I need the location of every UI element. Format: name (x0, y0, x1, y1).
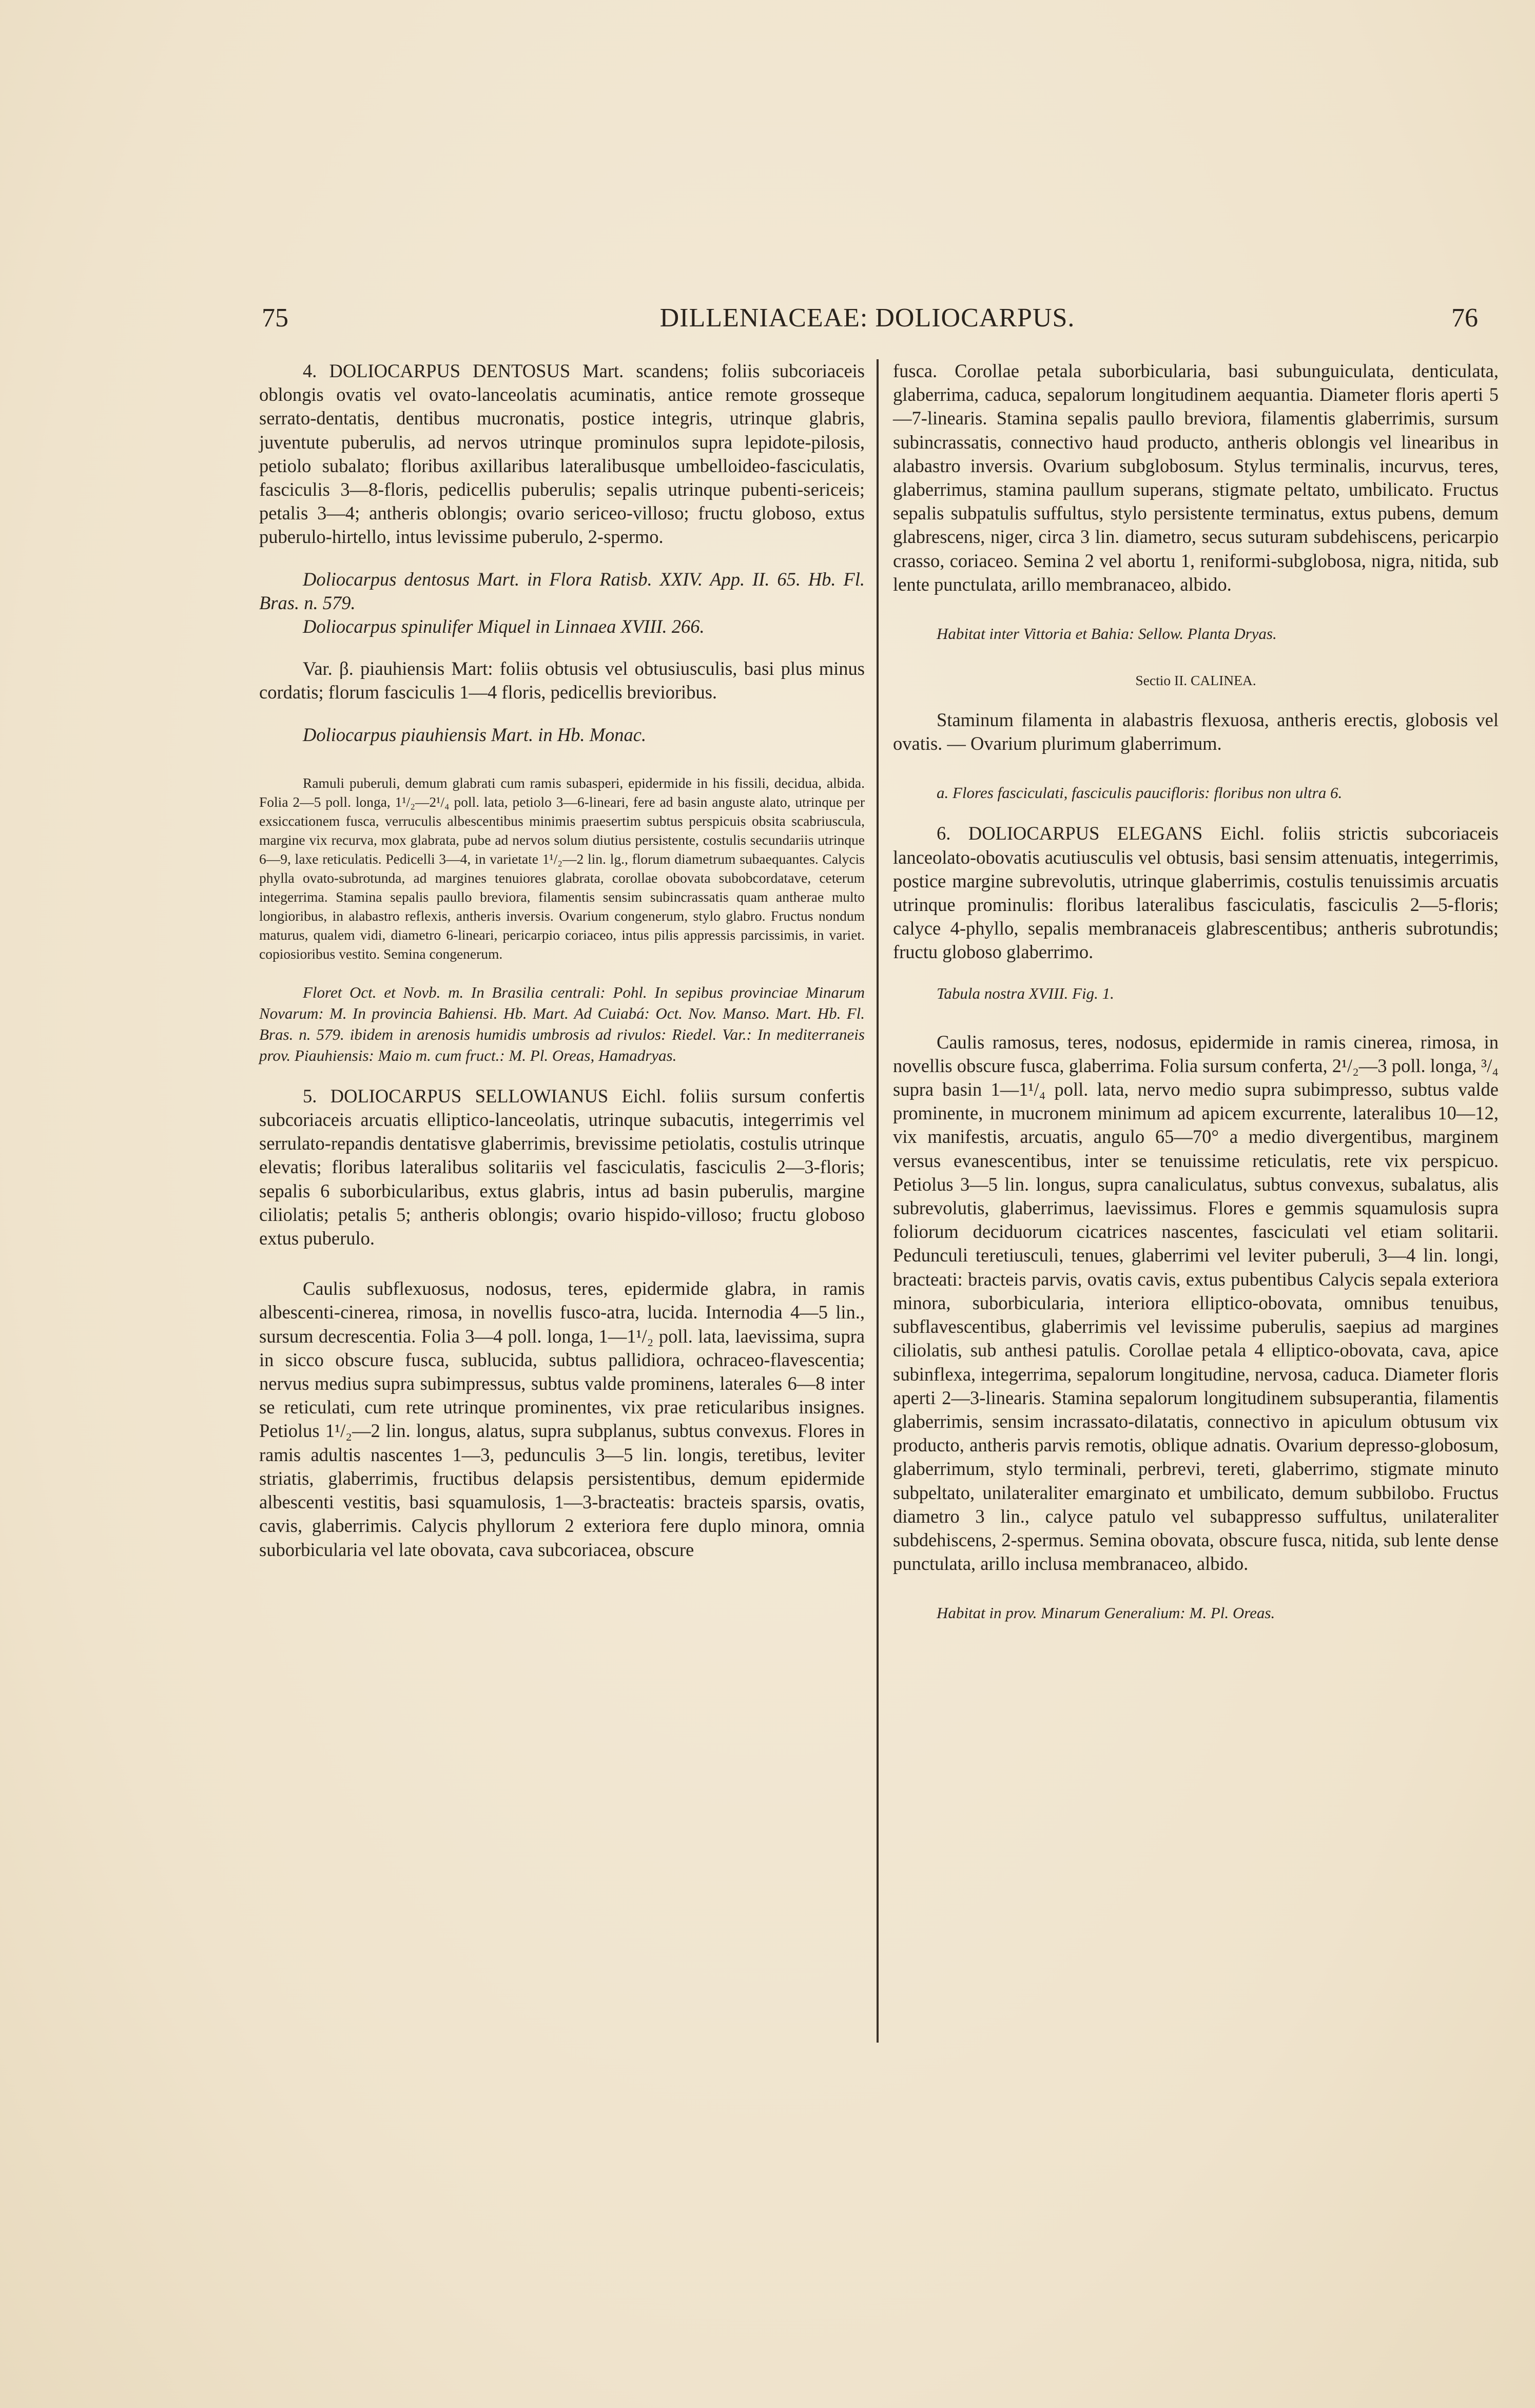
species-5-description: Caulis subflexuosus, nodosus, teres, epidermide glabra, in ramis albescenti-cinerea, rimosa, in novellis fusco-atra, lucida. Internodia 4—5 lin., sursum decrescentia. Folia 3—4 poll. longa, 1—1¹/₂ poll. lata, laevissima, supra in sicco obscure fusca, sublucida, subtus pallidiora, ochraceo-flavescentia; nervus medius supra subimpressus, subtus valde prominens, laterales 6—8 inter se reticulati, cum rete utrinque prominentes, vix prae reticularibus insignes. Petiolus 1¹/₂—2 lin. longus, alatus, supra subplanus, subtus convexus. Flores in ramis adultis nascentes 1—3, pedunculis 3—5 lin. longis, teretibus, leviter striatis, glaberrimis, fructibus delapsis persistentibus, demum epidermide albescenti vestitis, basi squamulosis, 1—3-bracteatis: bracteis sparsis, ovatis, cavis, glaberrimis. Calycis phyllorum 2 exteriora fere duplo minora, omnia suborbicularia vel late obovata, cava subcoriacea, obscure (259, 1278, 865, 1560)
species-6-habitat: Habitat in prov. Minarum Generalium: M. Pl. Oreas. (937, 1604, 1275, 1622)
species-6-description: Caulis ramosus, teres, nodosus, epidermide in ramis cinerea, rimosa, in novellis obscure fusca, glaberrima. Folia sursum conferta, 2¹/₂—3 poll. longa, ³/₄ supra basin 1—1¹/₄ poll. lata, nervo medio supra subimpresso, subtus valde prominente, in mucronem minimum ad apicem excurrente, lateralibus 10—12, vix manifestis, arcuatis, angulo 65—70° a medio divergentibus, marginem versus evanescentibus, inter se tenuissime reticulatis, rete vix perspicuo. Petiolus 3—5 lin. longus, supra canaliculatus, subtus convexus, subalatus, alis subrevolutis, glaberrimus, laevissimus. Flores e gemmis squamulosis supra foliorum deciduorum cicatrices nascentes, fasciculati vel etiam solitarii. Pedunculi teretiusculi, tenues, glaberrimi vel leviter puberuli, 3—4 lin. longi, bracteati: bracteis parvis, ovatis cavis, extus pubentibus Calycis sepala exteriora minora, suborbicularia, interiora elliptico-obovata, omnibus tenuibus, subflavescentibus, glaberrimis vel levissime puberulis, saepius ad margines ciliolatis, sub anthesi patulis. Corollae petala 4 elliptico-obovata, cava, apice subinflexa, integerrima, sepalorum longitudine, nervosa, caduca. Diameter floris aperti 2—3-linearis. Stamina sepalorum longitudinem subsuperantia, filamentis glaberrimis, sensim incrassato-dilatatis, connectivo in apiculum obtusum vix producto, antheris parvis remotis, oblique adnatis. Ovarium depresso-globosum, glaberrimum, stylo terminali, perbrevi, tereti, glaberrimo, stigmate minuto subpeltato, unilateraliter emarginato et umbilicato, demum subbilobo. Fructus diametro 3 lin., calyce patulo vel subappresso suffultus, unilateraliter subdehiscens, 2-spermus. Semina obovata, obscure fusca, nitida, sub lente dense punctulata, arillo inclusa membranaceo, albido. (893, 1031, 1499, 1575)
section-title: Sectio II. CALINEA. (1135, 672, 1256, 689)
species-6-plate-reference: Tabula nostra XVIII. Fig. 1. (937, 984, 1114, 1002)
running-header (257, 303, 1478, 344)
page-number-right: 76 (1451, 303, 1478, 333)
species-4-description: Ramuli puberuli, demum glabrati cum ramis subasperi, epidermide in his fissili, decidua, albida. Folia 2—5 poll. longa, 1¹/₂—2¹/₄ poll. lata, petiolo 3—6-lineari, fere ad basin anguste alato, utrinque per exsiccationem fusca, verruculis albescentibus minimis praesertim subtus perspicuis obsita scabriuscula, margine vix recurva, mox glabrata, pube ad nervos solum diutius persistente, costulis secundariis utrinque 6—9, laxe reticulatis. Pedicelli 3—4, in varietate 1¹/₂—2 lin. lg., florum diametrum subaequantes. Calycis phylla ovato-subrotunda, ad margines tenuiores glabrata, corollae obovata subobcordatave, ceterum integerrima. Stamina sepalis paullo breviora, filamentis sensim subincrassatis quam antherae multo longioribus, in alabastro reflexis, antheris inversis. Ovarium congenerum, stylo glabro. Fructus nondum maturus, qualem vidi, diametro 6-lineari, pericarpio coriaceo, intus pilis appressis parcissimis, in variet. copiosioribus vestito. Semina congenerum. (259, 774, 865, 962)
column-divider (877, 359, 879, 2043)
species-4-variety-reference: Doliocarpus piauhiensis Mart. in Hb. Monac. (303, 724, 647, 745)
species-5-habitat: Habitat inter Vittoria et Bahia: Sellow. Planta Dryas. (937, 625, 1277, 643)
species-5-diagnosis: 5. DOLIOCARPUS SELLOWIANUS Eichl. foliis sursum confertis subcoriaceis arcuatis elliptico-lanceolatis, utrinque subacutis, integerrimis vel serrulato-repandis dentatisve glaberrimis, brevissime petiolatis, costulis utrinque elevatis; floribus lateralibus solitariis vel fasciculatis, fasciculis 2—3-floris; sepalis 6 suborbicularibus, extus glabris, intus ad basin puberulis, margine ciliolatis; petalis 5; antheris oblongis; ovario hispido-villoso; fructu globoso extus puberulo. (259, 1085, 865, 1249)
left-column (259, 359, 865, 1562)
subsection-heading: a. Flores fasciculati, fasciculis paucifloris: floribus non ultra 6. (937, 784, 1343, 802)
section-description: Staminum filamenta in alabastris flexuosa, antheris erectis, globosis vel ovatis. — Ovarium plurimum glaberrimum. (893, 709, 1499, 754)
species-4-variety: Var. β. piauhiensis Mart: foliis obtusis vel obtusiusculis, basi plus minus cordatis; florum fasciculis 1—4 floris, pedicellis brevioribus. (259, 658, 865, 703)
species-5-description-continued: fusca. Corollae petala suborbicularia, basi subunguiculata, denticulata, glaberrima, caduca, sepalorum longitudinem aequantia. Diameter floris aperti 5—7-linearis. Stamina sepalis paullo breviora, filamentis glaberrimis, sursum subincrassatis, connectivo haud producto, antheris oblongis vel linearibus in alabastro inversis. Ovarium subglobosum. Stylus terminalis, incurvus, teres, glaberrimus, stamina paullum superans, stigmate peltato, umbilicato. Fructus sepalis subpatulis suffultus, stylo persistente terminatus, extus pubens, demum glabrescens, niger, circa 3 lin. diametro, secus suturam subdehiscens, pericarpio crasso, coriaceo. Semina 2 vel abortu 1, reniformi-subglobosa, nigra, nitida, sub lente punctulata, arillo membranaceo, albido. (893, 360, 1499, 595)
species-6-diagnosis: 6. DOLIOCARPUS ELEGANS Eichl. foliis strictis subcoriaceis lanceolato-obovatis acutiusculis vel obtusis, basi sensim attenuatis, integerrimis, postice margine subrevolutis, utrinque glaberrimis, costulis tenuissimis arcuatis utrinque prominulis: floribus lateralibus fasciculatis, fasciculis 2—5-floris; calyce 4-phyllo, sepalis membranaceis glabrescentibus; antheris subrotundis; fructu globoso glaberrimo. (893, 823, 1499, 963)
page-number-left: 75 (262, 303, 288, 333)
species-4-reference-1: Doliocarpus dentosus Mart. in Flora Ratisb. XXIV. App. II. 65. Hb. Fl. Bras. n. 579. (259, 568, 865, 613)
running-title: DILLENIACEAE: DOLIOCARPUS. (659, 303, 1075, 333)
species-4-habitat: Floret Oct. et Novb. m. In Brasilia centrali: Pohl. In sepibus provinciae Minarum Novarum: M. In provincia Bahiensi. Hb. Mart. Ad Cuiabá: Oct. Nov. Manso. Mart. Hb. Fl. Bras. n. 579. ibidem in arenosis humidis umbrosis ad rivulos: Riedel. Var.: In mediterraneis prov. Piauhiensis: Maio m. cum fruct.: M. Pl. Oreas, Hamadryas. (259, 983, 865, 1064)
right-column (893, 359, 1499, 1623)
species-4-diagnosis: 4. DOLIOCARPUS DENTOSUS Mart. scandens; foliis subcoriaceis oblongis ovatis vel ovato-lanceolatis acuminatis, antice remote grosseque serrato-dentatis, dentibus mucronatis, postice integris, utrinque glabris, juventute puberulis, ad nervos utrinque prominulos supra lepidote-pilosis, petiolo subalato; floribus axillaribus lateralibusque umbelloideo-fasciculatis, fasciculis 3—8-floris, pedicellis puberulis; sepalis utrinque pubenti-sericeis; petalis 3—4; antheris oblongis; ovario sericeo-villoso; fructu globoso, extus puberulo-hirtello, intus levissime puberulo, 2-spermo. (259, 360, 865, 548)
species-4-reference-2: Doliocarpus spinulifer Miquel in Linnaea XVIII. 266. (303, 616, 705, 637)
